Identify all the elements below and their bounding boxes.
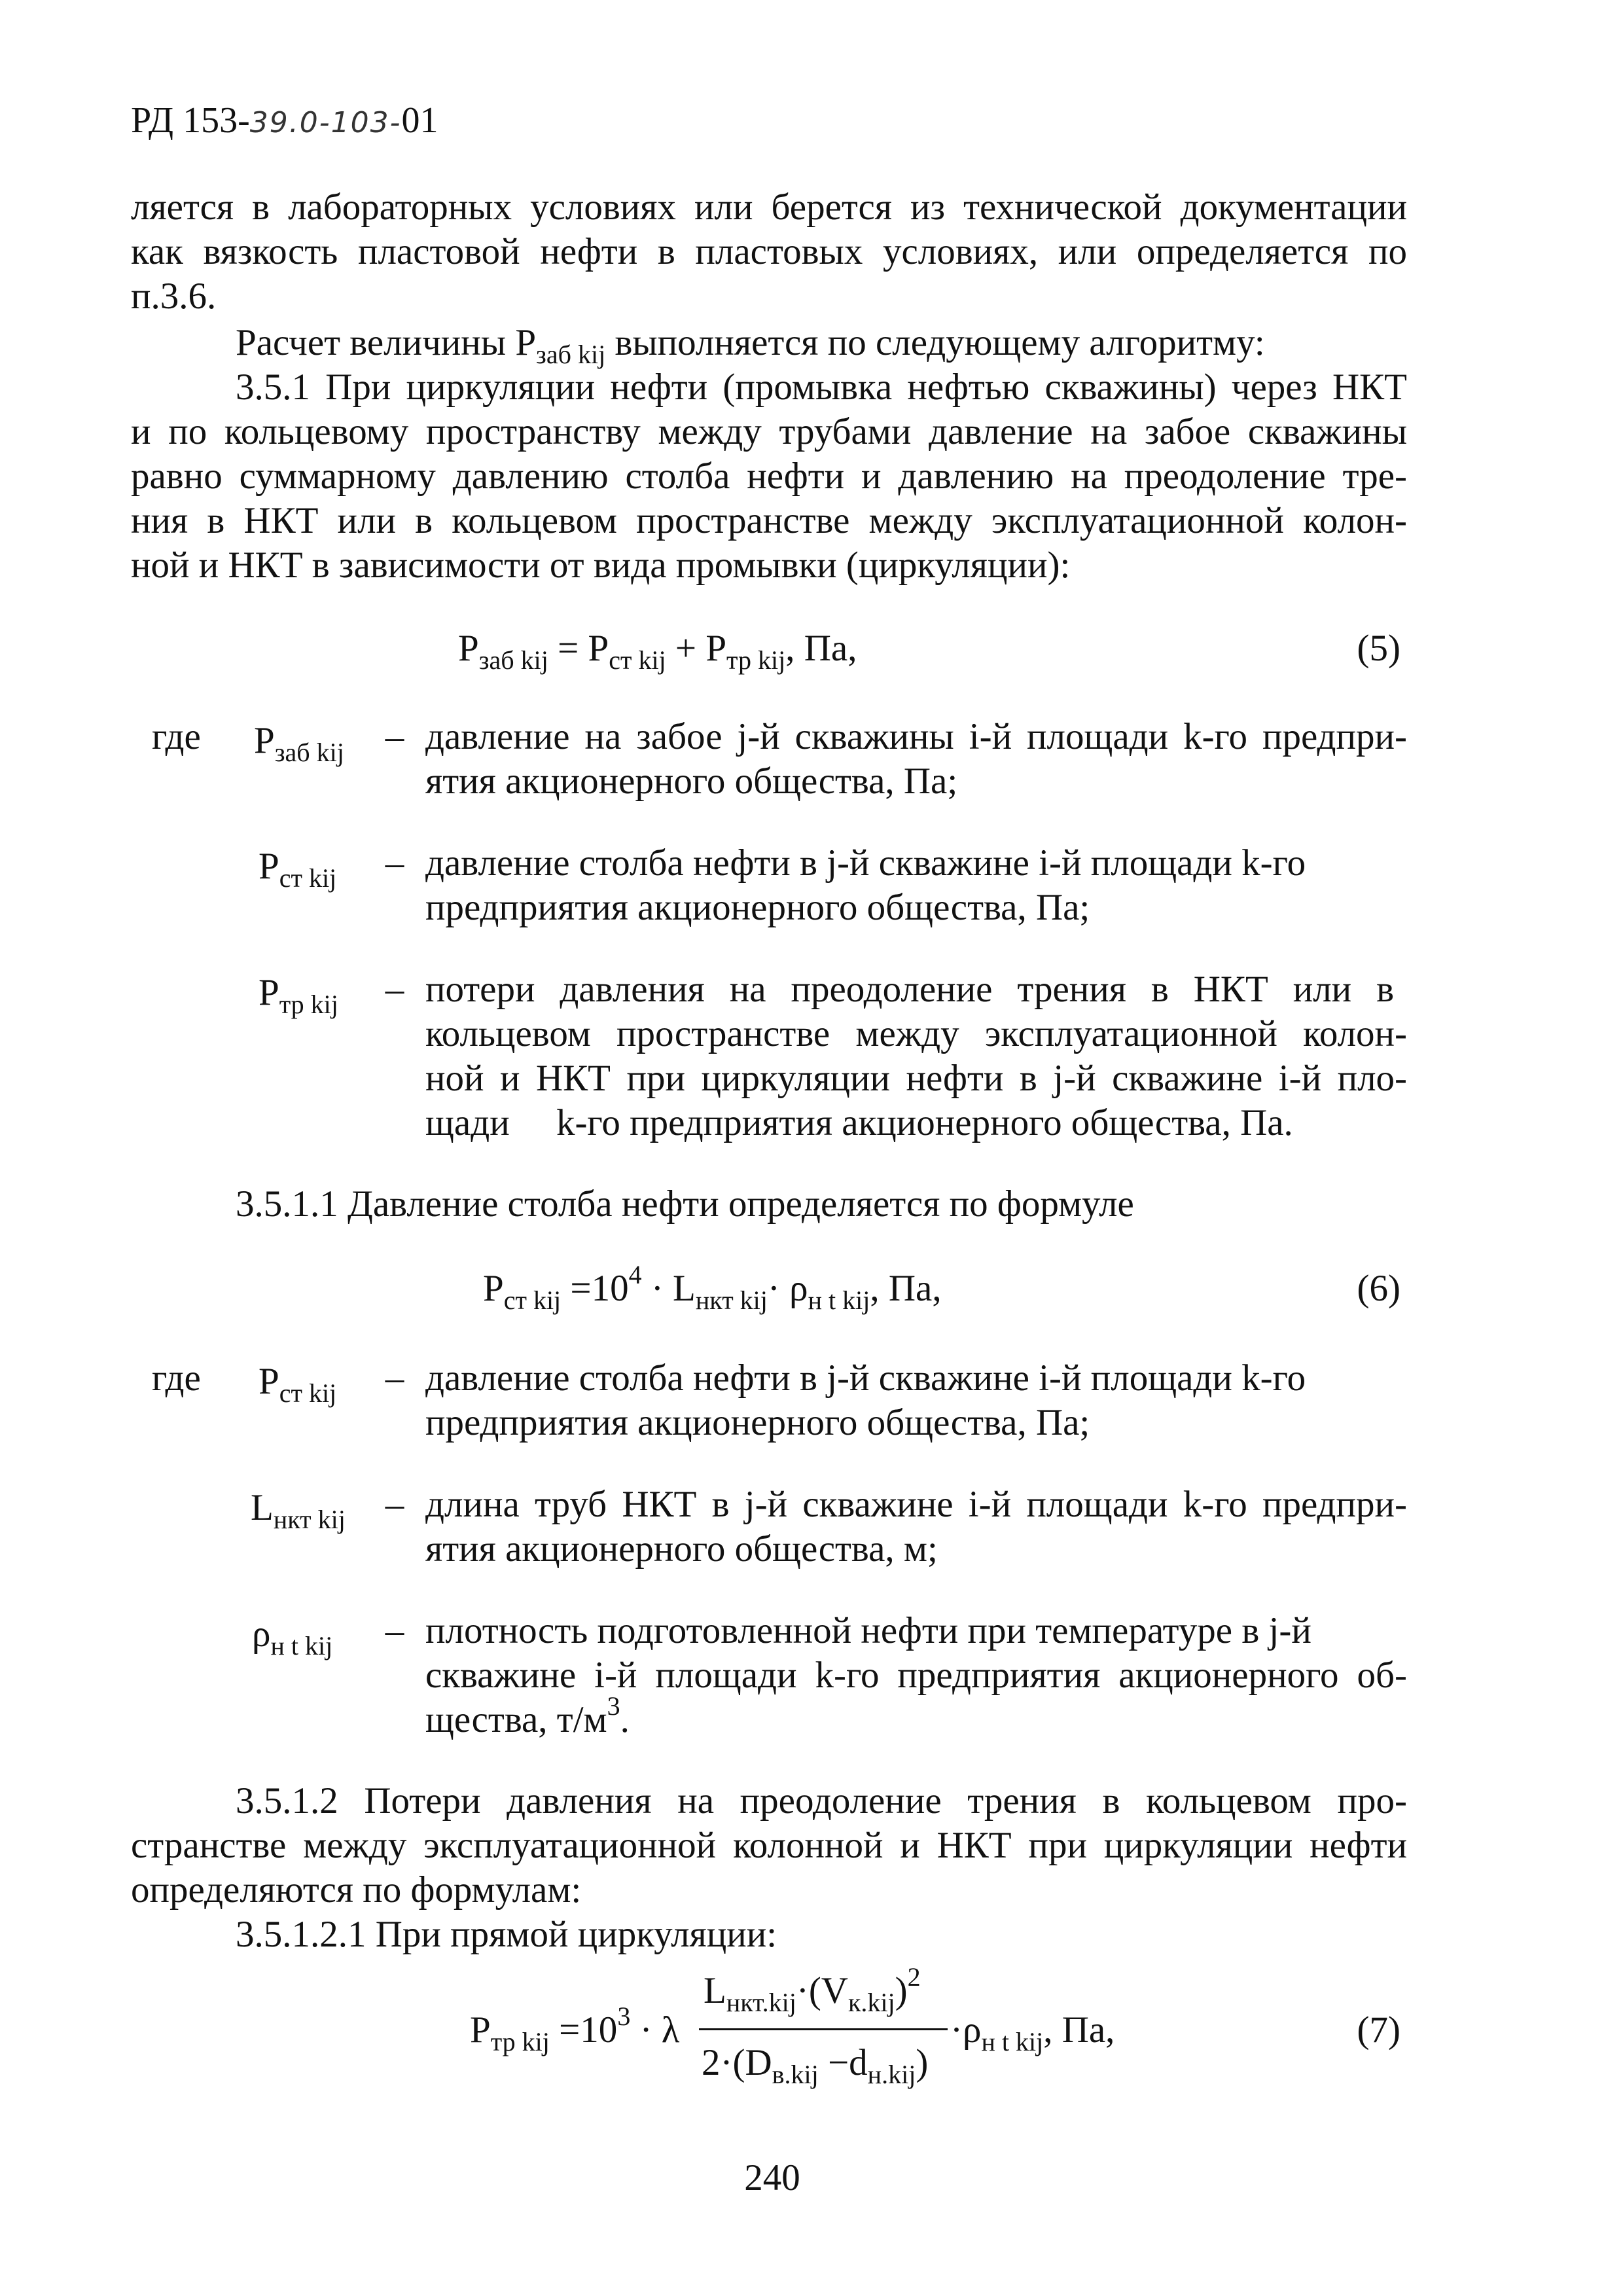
formula-5: $P_{заб kij} = P_{ст kij} + P_{тр kij}$, Па, xyxy=(458,628,857,675)
paragraph-line: 3.5.1.1 Давление столба нефти определяется по формуле xyxy=(236,1183,1134,1225)
legend-line: ной и НКТ при циркуляции нефти в j-й скважине i-й пло- xyxy=(425,1058,1407,1099)
legend-symbol: $P_{тр kij}$ xyxy=(259,972,338,1019)
document-code xyxy=(131,98,438,145)
paragraph-line: 3.5.1 При циркуляции нефти (промывка нефтью скважины) через НКТ xyxy=(236,367,1407,408)
formula-7-numerator: $L_{нкт.kij}\cdot(V_{к.kij})^2$ xyxy=(704,1962,921,2017)
legend-line: ятия акционерного общества, Па; xyxy=(425,761,958,802)
paragraph-line: как вязкость пластовой нефти в пластовых условиях, или определяется по xyxy=(131,231,1407,272)
where-label: где xyxy=(152,716,201,757)
fraction-bar xyxy=(699,2028,948,2030)
legend-dash: – xyxy=(385,1484,404,1525)
legend-line: предприятия акционерного общества, Па; xyxy=(425,887,1090,928)
legend-line: давление столба нефти в j-й скважине i-й площади k-го xyxy=(425,1357,1306,1399)
formula-7-left: $P_{тр kij} =10^3 \cdot \lambda$ xyxy=(470,2001,680,2056)
legend-line: ятия акционерного общества, м; xyxy=(425,1528,938,1570)
paragraph-line: и по кольцевому пространству между трубами давление на забое скважины xyxy=(131,411,1407,452)
paragraph-line: определяются по формулам: xyxy=(131,1869,582,1910)
equation-number-5: (5) xyxy=(1357,628,1400,669)
legend-line: предприятия акционерного общества, Па; xyxy=(425,1402,1090,1443)
paragraph-algorithm: Расчет величины $P_{заб kij}$ выполняется по следующему алгоритму: xyxy=(236,322,1265,369)
paragraph-line: равно суммарному давлению столба нефти и давлению на преодоление тре- xyxy=(131,456,1407,497)
paragraph-line: странстве между эксплуатационной колонной и НКТ при циркуляции нефти xyxy=(131,1825,1407,1866)
paragraph-line: п.3.6. xyxy=(131,276,217,317)
formula-7-denominator: $2\cdot(D_{в.kij} -d_{н.kij})$ xyxy=(702,2042,929,2089)
where-label: где xyxy=(152,1357,201,1399)
paragraph-line: 3.5.1.2 Потери давления на преодоление трения в кольцевом про- xyxy=(236,1780,1407,1821)
legend-dash: – xyxy=(385,1610,404,1651)
legend-line: длина труб НКТ в j-й скважине i-й площади k-го предпри- xyxy=(425,1484,1407,1525)
paragraph-line: ния в НКТ или в кольцевом пространстве между эксплуатационной колон- xyxy=(131,500,1407,541)
legend-line: кольцевом пространстве между эксплуатационной колон- xyxy=(425,1013,1407,1054)
legend-line: давление на забое j-й скважины i-й площади k-го предпри- xyxy=(425,716,1407,757)
document-code-prefix: РД 153- xyxy=(131,100,250,141)
paragraph-line: ляется в лабораторных условиях или берется из технической документации xyxy=(131,187,1407,228)
paragraph-line: 3.5.1.2.1 При прямой циркуляции: xyxy=(236,1914,777,1955)
legend-symbol: $\rho_{н t kij}$ xyxy=(252,1613,333,1660)
legend-dash: – xyxy=(385,716,404,757)
legend-dash: – xyxy=(385,842,404,884)
equation-number-7: (7) xyxy=(1357,2009,1400,2051)
legend-dash: – xyxy=(385,969,404,1010)
legend-line: щади k-го предприятия акционерного общества, Па. xyxy=(425,1102,1293,1143)
handwritten-code: 39.0-103- xyxy=(249,106,402,139)
legend-symbol: $P_{ст kij}$ xyxy=(259,846,337,893)
legend-dash: – xyxy=(385,1357,404,1399)
document-code-suffix: 01 xyxy=(401,100,438,141)
legend-symbol: $P_{заб kij}$ xyxy=(254,720,344,767)
paragraph-line: ной и НКТ в зависимости от вида промывки (циркуляции): xyxy=(131,545,1071,586)
equation-number-6: (6) xyxy=(1357,1268,1400,1309)
legend-line: скважине i-й площади k-го предприятия акционерного об- xyxy=(425,1655,1407,1696)
legend-line: потери давления на преодоление трения в НКТ или в xyxy=(425,969,1394,1010)
legend-symbol: $L_{нкт kij}$ xyxy=(251,1487,346,1534)
legend-line: давление столба нефти в j-й скважине i-й площади k-го xyxy=(425,842,1306,884)
formula-6: $P_{ст kij} =10^4 \cdot L_{нкт kij}\cdot \rho_{н t kij}$, Па, xyxy=(483,1260,942,1315)
legend-line-last: щества, $т/м^3$. xyxy=(425,1691,630,1740)
legend-symbol: $P_{ст kij}$ xyxy=(259,1361,337,1408)
formula-7-right: $\cdot\rho_{н t kij}$, Па, xyxy=(950,2009,1115,2056)
legend-line: плотность подготовленной нефти при температуре в j-й xyxy=(425,1610,1311,1651)
page-number: 240 xyxy=(744,2157,800,2198)
